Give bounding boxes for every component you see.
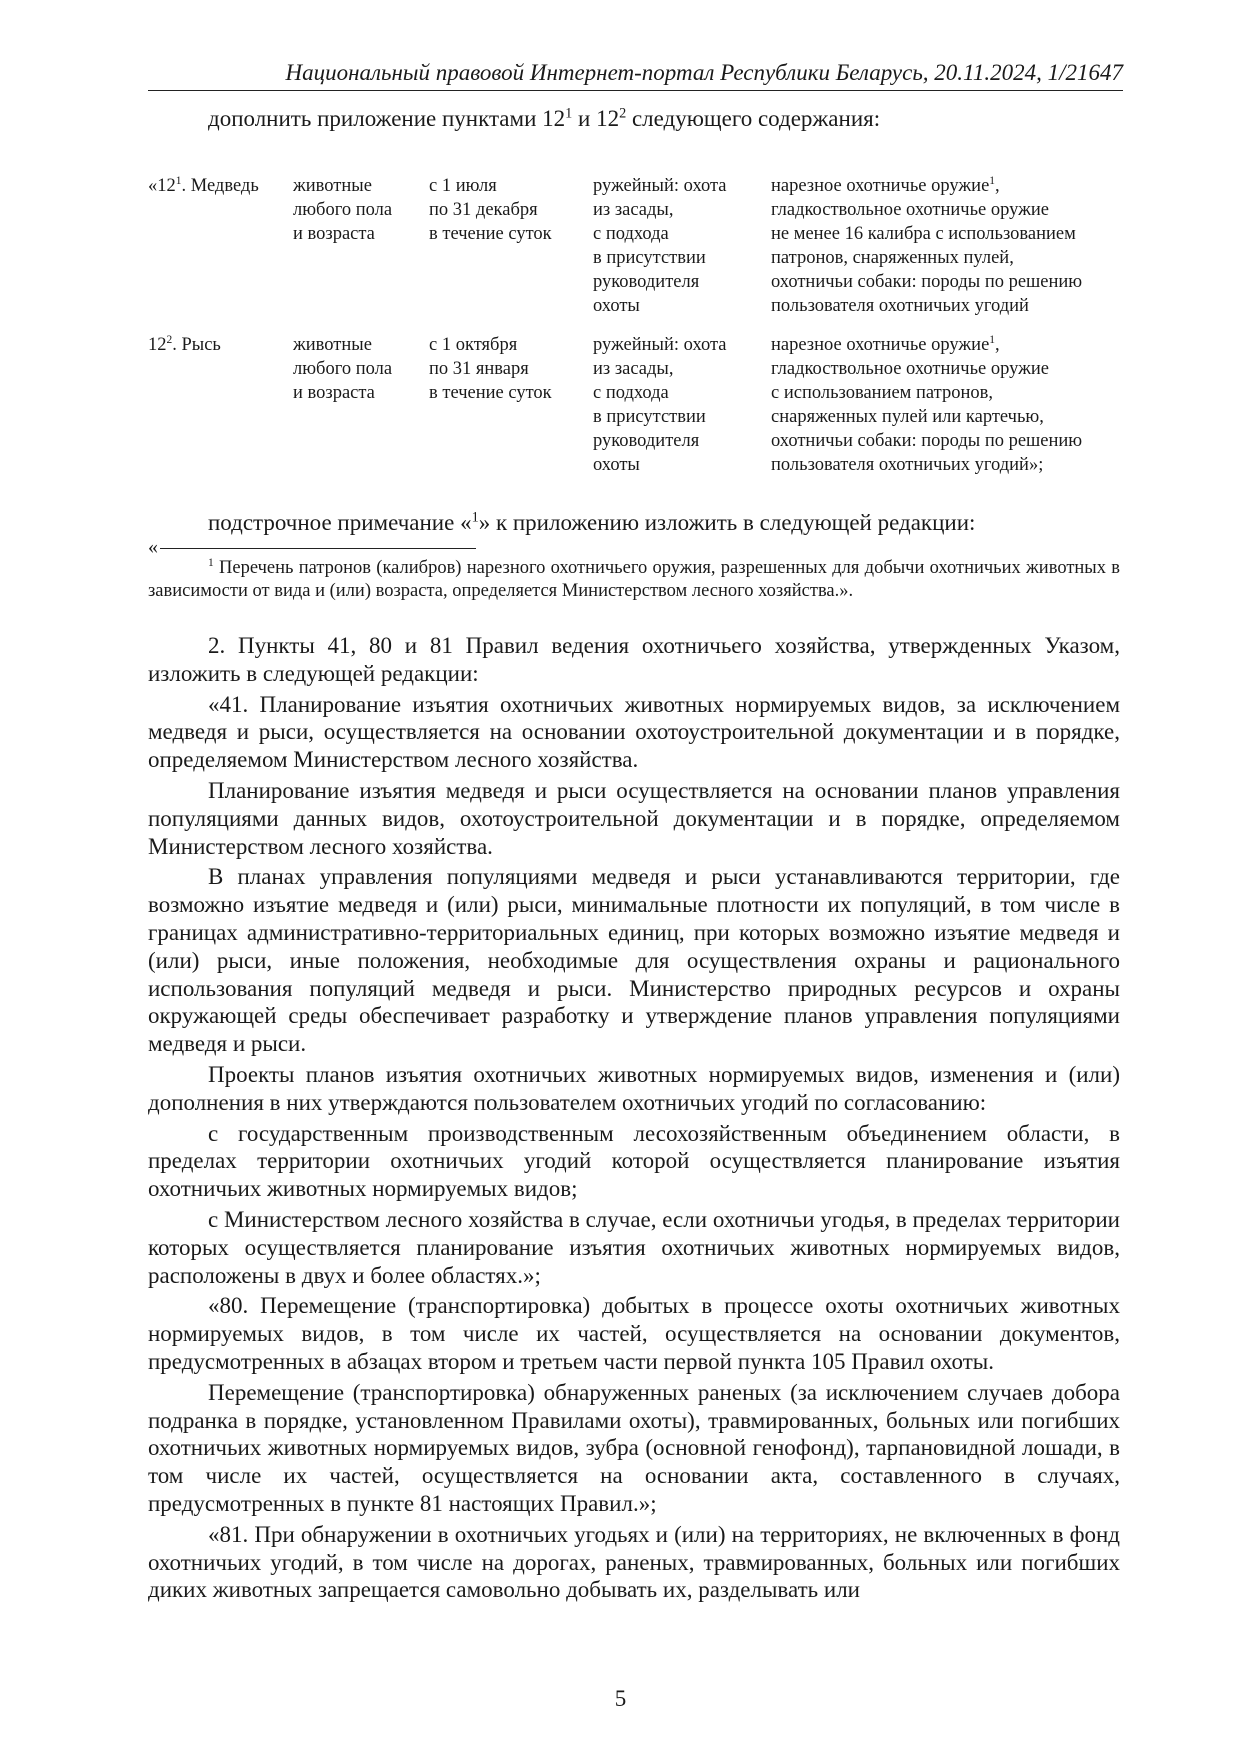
period-cell: с 1 июля по 31 декабря в течение суток — [429, 176, 552, 244]
page-header: Национальный правовой Интернет-портал Республики Беларусь, 20.11.2024, 1/21647 — [148, 60, 1123, 91]
paragraph: с государственным производственным лесохозяйственным объединением области, в пределах территории охотничьих угодий которой осуществляется планирование изъятия охотничьих животных нормируемых видов; — [148, 1120, 1120, 1202]
paragraph: «41. Планирование изъятия охотничьих животных нормируемых видов, за исключением медведя и рыси, осуществляется на основании охотоустроительной документации и в порядке, определяемом Министерством лесного хозяйства. — [148, 691, 1120, 773]
row-number-cell: «$12^1$. Медведь — [148, 174, 259, 196]
footnote-separator: « — [148, 536, 476, 559]
intro-line: дополнить приложение пунктами $12^1$ и $12^2$ следующего содержания: — [208, 105, 881, 131]
method-cell: ружейный: охота из засады, с подхода в присутствии руководителя охоты — [593, 176, 727, 316]
page-number: 5 — [614, 1686, 627, 1711]
paragraph: с Министерством лесного хозяйства в случае, если охотничьи угодья, в пределах территории которых осуществляется планирование изъятия охотничьих животных нормируемых видов, расположены в двух и более областях.»; — [148, 1206, 1120, 1288]
paragraph: «81. При обнаружении в охотничьих угодьях и (или) на территориях, не включенных в фонд охотничьих угодий, в том числе на дорогах, раненых, травмированных, больных или погибших диких животных запрещается самовольно добывать их, разделывать или — [148, 1521, 1120, 1603]
method-cell: ружейный: охота из засады, с подхода в присутствии руководителя охоты — [593, 335, 727, 475]
weapon-cell: нарезное охотничье оружие$^1$, гладкоствольное охотничье оружие не менее 16 калибра с использованием патронов, снаряженных пулей, охотничьи собаки: породы по решению пользователя охотничьих угодий — [771, 174, 1083, 316]
weapon-cell: нарезное охотничье оружие$^1$, гладкоствольное охотничье оружие с использованием патронов, снаряженных пулей или картечью, охотничьи собаки: породы по решению пользователя охотничьих угодий»; — [771, 333, 1083, 475]
paragraph: 2. Пункты 41, 80 и 81 Правил ведения охотничьего хозяйства, утвержденных Указом, изложить в следующей редакции: — [148, 633, 1120, 686]
body-text — [148, 632, 1120, 1607]
table-row — [148, 333, 1131, 477]
animals-cell: животные любого пола и возраста — [293, 335, 393, 403]
footnote-intro: подстрочное примечание «$^1$» к приложению изложить в следующей редакции: — [208, 509, 976, 535]
footnote-text: $^1$ Перечень патронов (калибров) нарезного охотничьего оружия, разрешенных для добычи охотничьих животных в зависимости от вида и (или) возраста, определяется Министерством лесного хозяйства.». — [148, 556, 1120, 601]
appendix-table — [148, 174, 1131, 477]
paragraph: В планах управления популяциями медведя и рыси устанавливаются территории, где возможно изъятие медведя и (или) рыси, минимальные плотности их популяций, в том числе в границах административно-территориальных единиц, при которых возможно изъятие медведя и (или) рыси, иные положения, необходимые для осуществления охраны и рационального использования популяций медведя и рыси. Министерство природных ресурсов и охраны окружающей среды обеспечивает разработку и утверждение планов управления популяциями медведя и рыси. — [148, 864, 1120, 1057]
paragraph: Проекты планов изъятия охотничьих животных нормируемых видов, изменения и (или) дополнения в них утверждаются пользователем охотничьих угодий по согласованию: — [148, 1061, 1120, 1115]
footnote-rule — [160, 548, 476, 549]
paragraph: Планирование изъятия медведя и рыси осуществляется на основании планов управления популяциями данных видов, охотоустроительной документации и в порядке, определяемом Министерством лесного хозяйства. — [148, 777, 1120, 859]
animals-cell: животные любого пола и возраста — [293, 176, 393, 244]
paragraph: Перемещение (транспортировка) обнаруженных раненых (за исключением случаев добора подранка в порядке, установленном Правилами охоты), травмированных, больных или погибших охотничьих животных нормируемых видов, зубра (основной генофонд), тарпановидной лошади, в том числе их частей, осуществляется на основании акта, составленного в случаях, предусмотренных в пункте 81 настоящих Правил.»; — [148, 1379, 1120, 1516]
paragraph: «80. Перемещение (транспортировка) добытых в процессе охоты охотничьих животных нормируемых видов, в том числе их частей, осуществляется на основании документов, предусмотренных в абзацах втором и третьем части первой пункта 105 Правил охоты. — [148, 1293, 1120, 1374]
table-row — [148, 174, 1131, 333]
period-cell: с 1 октября по 31 января в течение суток — [429, 335, 552, 403]
row-number-cell: $12^2$. Рысь — [148, 333, 221, 355]
